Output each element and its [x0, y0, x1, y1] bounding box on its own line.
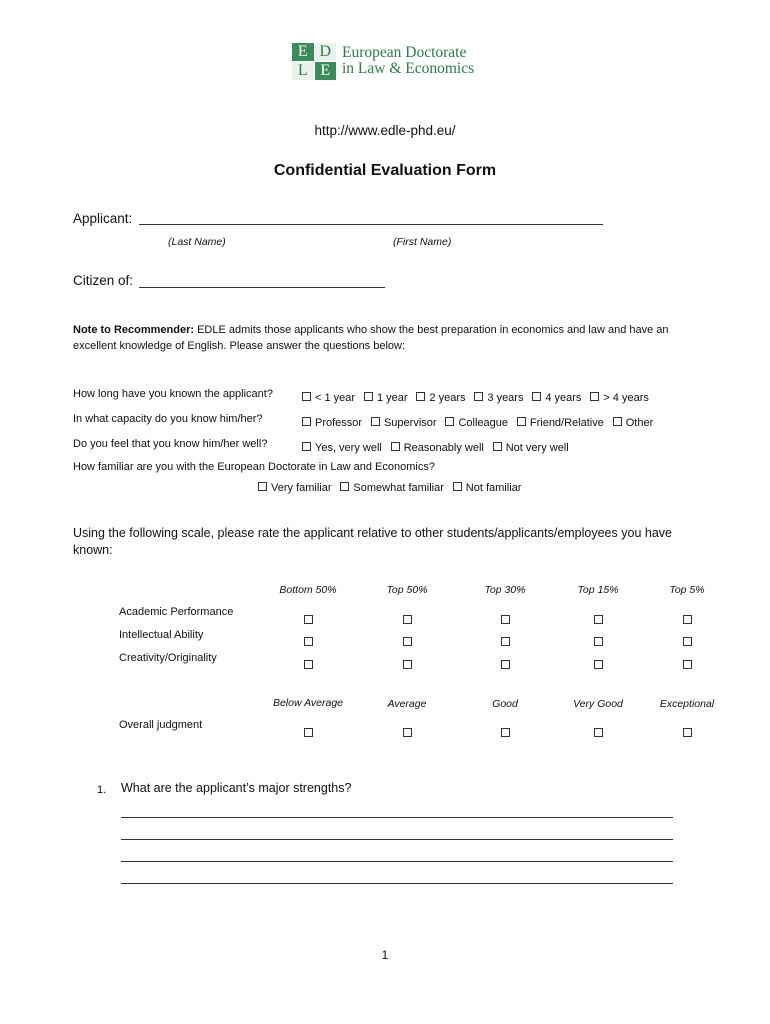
rating-cell[interactable]	[642, 656, 732, 674]
logo-line-1: European Doctorate	[342, 44, 467, 61]
question-know-well: Do you feel that you know him/her well?	[73, 438, 268, 450]
answer-line[interactable]	[121, 817, 673, 818]
checkbox[interactable]	[304, 660, 313, 669]
rating-cell[interactable]	[460, 633, 550, 651]
row-creativity-originality: Creativity/Originality	[119, 652, 217, 664]
capacity-options	[302, 413, 653, 431]
overall-cell[interactable]	[553, 724, 643, 742]
question-strengths: What are the applicant’s major strengths?	[121, 781, 352, 795]
col-average: Average	[387, 698, 427, 710]
note-to-recommender	[73, 322, 698, 354]
rating-cell[interactable]	[362, 611, 452, 629]
option-reasonably-well[interactable]: Reasonably well	[391, 442, 484, 454]
checkbox[interactable]	[532, 392, 541, 401]
row-intellectual-ability: Intellectual Ability	[119, 629, 204, 641]
overall-cell[interactable]	[642, 724, 732, 742]
checkbox[interactable]	[590, 392, 599, 401]
option-colleague[interactable]: Colleague	[445, 417, 508, 429]
familiarity-options	[258, 478, 521, 496]
option-yes-very-well[interactable]: Yes, very well	[302, 442, 382, 454]
checkbox[interactable]	[258, 482, 267, 491]
rating-cell[interactable]	[263, 656, 353, 674]
option-4-years[interactable]: 4 years	[532, 392, 581, 404]
logo-letter: E	[315, 62, 337, 80]
option-somewhat-familiar[interactable]: Somewhat familiar	[340, 482, 443, 494]
option-not-familiar[interactable]: Not familiar	[453, 482, 522, 494]
checkbox[interactable]	[501, 615, 510, 624]
rating-cell[interactable]	[460, 611, 550, 629]
citizen-label: Citizen of:	[73, 273, 134, 288]
rating-cell[interactable]	[642, 611, 732, 629]
checkbox[interactable]	[340, 482, 349, 491]
checkbox[interactable]	[445, 417, 454, 426]
checkbox[interactable]	[683, 637, 692, 646]
checkbox[interactable]	[594, 637, 603, 646]
question-capacity: In what capacity do you know him/her?	[73, 413, 263, 425]
checkbox[interactable]	[501, 637, 510, 646]
last-name-caption: (Last Name)	[168, 236, 226, 248]
checkbox[interactable]	[683, 615, 692, 624]
rating-cell[interactable]	[553, 611, 643, 629]
logo-line-2: in Law & Economics	[342, 60, 475, 77]
checkbox[interactable]	[594, 660, 603, 669]
checkbox[interactable]	[501, 660, 510, 669]
checkbox[interactable]	[302, 442, 311, 451]
option-3-years[interactable]: 3 years	[474, 392, 523, 404]
option-gt-4-years[interactable]: > 4 years	[590, 392, 649, 404]
checkbox[interactable]	[304, 728, 313, 737]
option-very-familiar[interactable]: Very familiar	[258, 482, 332, 494]
answer-line[interactable]	[121, 839, 673, 840]
checkbox[interactable]	[501, 728, 510, 737]
overall-cell[interactable]	[263, 724, 353, 742]
row-overall-judgment: Overall judgment	[119, 719, 203, 731]
col-very-good: Very Good	[573, 698, 623, 710]
checkbox[interactable]	[416, 392, 425, 401]
question-known-duration: How long have you known the applicant?	[73, 388, 273, 400]
question-number: 1.	[97, 784, 107, 796]
overall-cell[interactable]	[460, 724, 550, 742]
checkbox[interactable]	[594, 728, 603, 737]
rating-cell[interactable]	[553, 656, 643, 674]
logo-letter: E	[292, 43, 314, 61]
first-name-caption: (First Name)	[393, 236, 452, 248]
note-heading: Note to Recommender:	[73, 324, 195, 336]
know-well-options	[302, 438, 569, 456]
option-lt-1-year[interactable]: < 1 year	[302, 392, 355, 404]
option-1-year[interactable]: 1 year	[364, 392, 408, 404]
checkbox[interactable]	[453, 482, 462, 491]
answer-line[interactable]	[121, 883, 673, 884]
row-academic-performance: Academic Performance	[119, 606, 234, 618]
rating-cell[interactable]	[460, 656, 550, 674]
checkbox[interactable]	[403, 728, 412, 737]
option-other[interactable]: Other	[613, 417, 654, 429]
checkbox[interactable]	[517, 417, 526, 426]
scale-intro: Using the following scale, please rate the applicant relative to other students/applicants/employees you have known:	[73, 526, 672, 557]
checkbox[interactable]	[403, 637, 412, 646]
answer-line[interactable]	[121, 861, 673, 862]
page-number: 1	[381, 948, 389, 962]
rating-cell[interactable]	[362, 656, 452, 674]
checkbox[interactable]	[613, 417, 622, 426]
col-good: Good	[492, 698, 518, 710]
note-text: EDLE admits those applicants who show the best preparation in economics and law and have an excellent knowledge of English. Please answer the questions below:	[73, 324, 669, 352]
checkbox[interactable]	[683, 660, 692, 669]
rating-cell[interactable]	[263, 633, 353, 651]
checkbox[interactable]	[302, 417, 311, 426]
checkbox[interactable]	[304, 637, 313, 646]
checkbox[interactable]	[683, 728, 692, 737]
col-bottom-50: Bottom 50%	[279, 584, 337, 596]
rating-cell[interactable]	[263, 611, 353, 629]
checkbox[interactable]	[391, 442, 400, 451]
rating-cell[interactable]	[362, 633, 452, 651]
checkbox[interactable]	[371, 417, 380, 426]
option-supervisor[interactable]: Supervisor	[371, 417, 437, 429]
logo-wordmark	[342, 45, 474, 77]
option-not-very-well[interactable]: Not very well	[493, 442, 569, 454]
rating-cell[interactable]	[642, 633, 732, 651]
checkbox[interactable]	[403, 660, 412, 669]
checkbox[interactable]	[474, 392, 483, 401]
question-familiarity: How familiar are you with the European Doctorate in Law and Economics?	[73, 461, 435, 473]
applicant-name-field[interactable]	[139, 224, 603, 225]
logo-letter: L	[292, 62, 314, 80]
checkbox[interactable]	[493, 442, 502, 451]
checkbox[interactable]	[403, 615, 412, 624]
col-below-average: Below Average	[272, 697, 344, 709]
col-exceptional: Exceptional	[659, 698, 715, 710]
checkbox[interactable]	[302, 392, 311, 401]
col-top-5: Top 5%	[669, 584, 705, 596]
page-title: Confidential Evaluation Form	[273, 162, 497, 179]
option-professor[interactable]: Professor	[302, 417, 362, 429]
logo-letter: D	[315, 43, 337, 61]
overall-cell[interactable]	[362, 724, 452, 742]
known-duration-options	[302, 388, 649, 406]
option-2-years[interactable]: 2 years	[416, 392, 465, 404]
checkbox[interactable]	[304, 615, 313, 624]
citizen-field[interactable]	[139, 287, 385, 288]
rating-cell[interactable]	[553, 633, 643, 651]
col-top-30: Top 30%	[484, 584, 526, 596]
checkbox[interactable]	[594, 615, 603, 624]
checkbox[interactable]	[364, 392, 373, 401]
option-friend-relative[interactable]: Friend/Relative	[517, 417, 604, 429]
col-top-50: Top 50%	[386, 584, 428, 596]
logo-mark	[292, 43, 336, 80]
col-top-15: Top 15%	[577, 584, 619, 596]
website-url[interactable]: http://www.edle-phd.eu/	[314, 123, 456, 138]
applicant-label: Applicant:	[73, 211, 133, 226]
